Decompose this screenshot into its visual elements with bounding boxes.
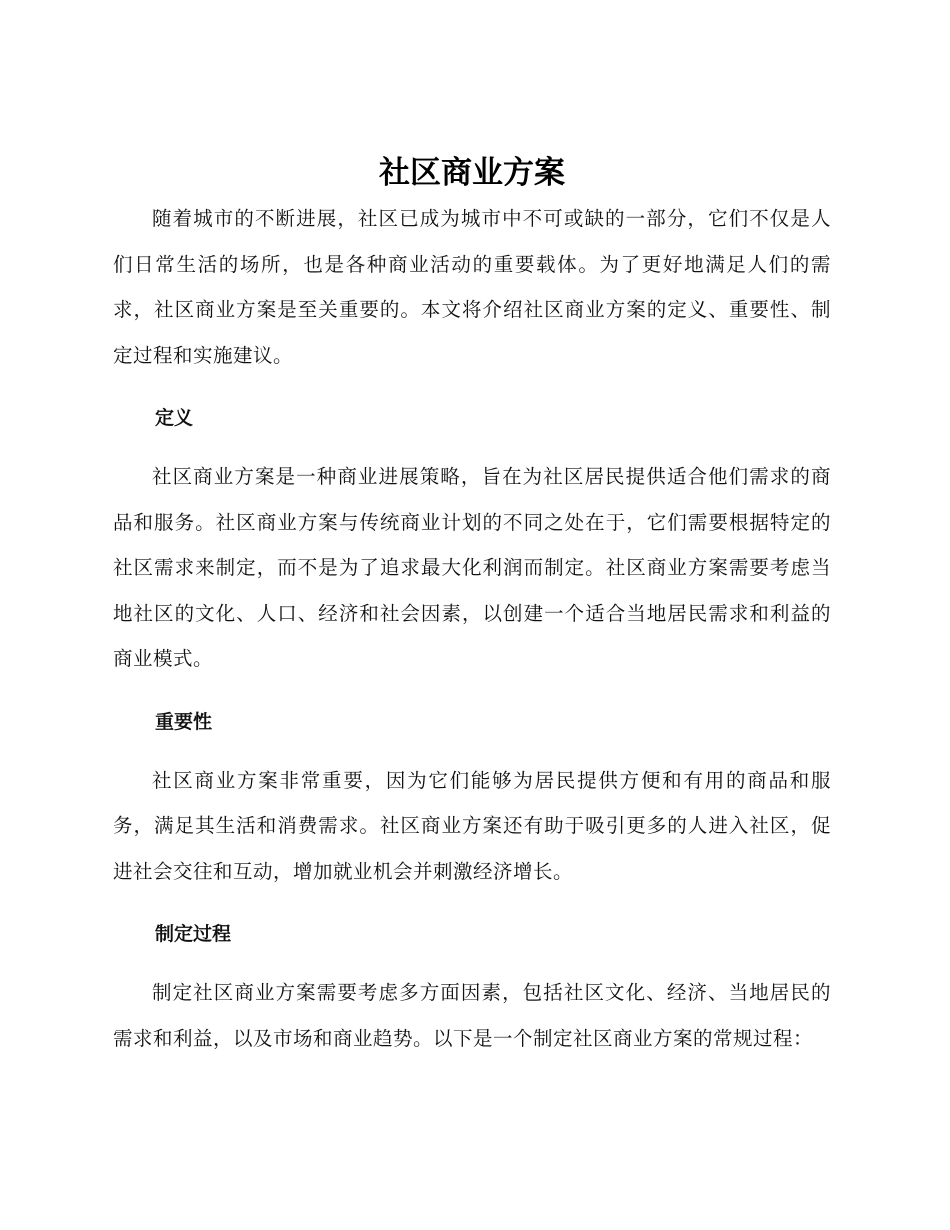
section-body-importance: 社区商业方案非常重要，因为它们能够为居民提供方便和有用的商品和服务，满足其生活和消费需求。社区商业方案还有助于吸引更多的人进入社区，促进社会交往和互动，增加就业机会并刺激经济增长。	[113, 768, 831, 883]
document-body	[113, 150, 831, 1061]
section-heading-process: 制定过程	[155, 923, 232, 945]
document-title: 社区商业方案	[379, 155, 565, 191]
section-heading-importance: 重要性	[155, 710, 213, 733]
intro-paragraph: 随着城市的不断进展，社区已成为城市中不可或缺的一部分，它们不仅是人们日常生活的场所，也是各种商业活动的重要载体。为了更好地满足人们的需求，社区商业方案是至关重要的。本文将介绍社区商业方案的定义、重要性、制定过程和实施建议。	[113, 207, 831, 367]
section-body-process: 制定社区商业方案需要考虑多方面因素，包括社区文化、经济、当地居民的需求和利益，以及市场和商业趋势。以下是一个制定社区商业方案的常规过程：	[113, 981, 831, 1050]
section-heading-definition: 定义	[155, 407, 194, 429]
section-body-definition: 社区商业方案是一种商业进展策略，旨在为社区居民提供适合他们需求的商品和服务。社区商业方案与传统商业计划的不同之处在于，它们需要根据特定的社区需求来制定，而不是为了追求最大化利润而制定。社区商业方案需要考虑当地社区的文化、人口、经济和社会因素，以创建一个适合当地居民需求和利益的商业模式。	[113, 465, 831, 670]
